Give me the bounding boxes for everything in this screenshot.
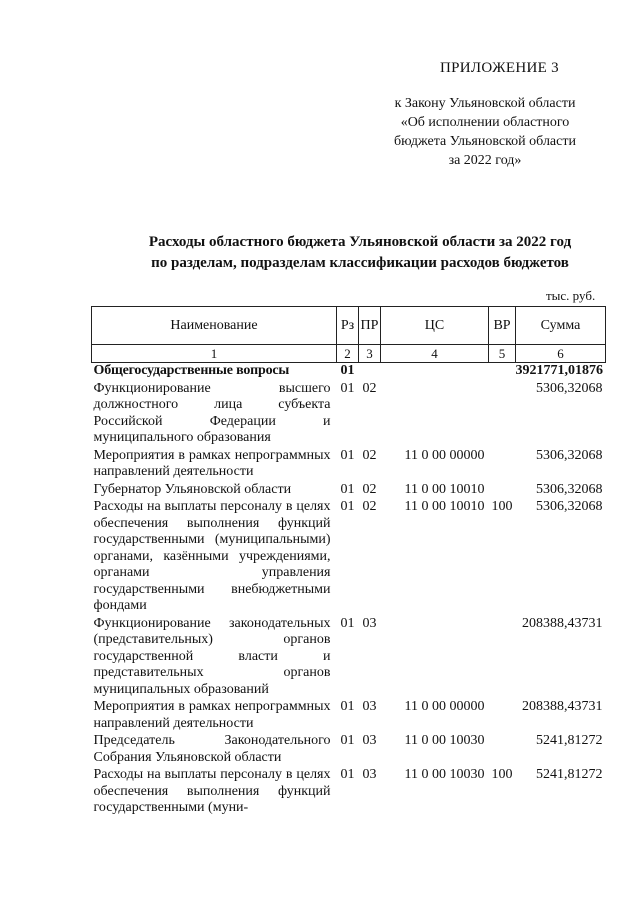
budget-table (91, 306, 606, 818)
row-cs (381, 381, 489, 448)
column-number: 4 (381, 345, 489, 363)
column-number: 6 (516, 345, 606, 363)
row-vr: 100 (491, 499, 513, 514)
row-rz: 01 (340, 447, 355, 463)
row-vr (489, 482, 516, 500)
row-pr (359, 363, 381, 381)
row-sum: 208388,43731 (522, 699, 603, 714)
row-sum: 5306,32068 (536, 447, 603, 463)
row-sum: 3921771,01876 (515, 363, 603, 378)
row-vr (489, 733, 516, 767)
column-header-cs: ЦС (381, 307, 489, 345)
column-header-vr: ВР (489, 307, 516, 345)
row-name: Мероприятия в рамках непрограммных направлений деятельности (93, 447, 331, 479)
row-name: Расходы на выплаты персоналу в целях обеспечения выполнения функций государственными (муни- (93, 767, 331, 815)
row-rz: 01 (340, 499, 355, 514)
row-vr (489, 381, 516, 448)
table-row (92, 733, 606, 767)
row-rz: 01 (340, 363, 355, 378)
row-pr: 02 (362, 380, 377, 396)
row-pr: 02 (362, 447, 377, 463)
row-rz: 01 (340, 380, 355, 396)
row-pr: 02 (362, 481, 377, 497)
row-name: Функционирование высшего должностного лица субъекта Российской Федерации и муниципального образования (93, 380, 331, 445)
row-rz: 01 (340, 733, 355, 748)
column-header-pr: ПР (359, 307, 381, 345)
row-rz: 01 (340, 615, 355, 631)
table-row (92, 482, 606, 500)
row-name: Губернатор Ульяновской области (93, 481, 292, 497)
column-header-sum: Сумма (516, 307, 606, 345)
column-number: 5 (489, 345, 516, 363)
column-number: 1 (92, 345, 337, 363)
row-sum: 5306,32068 (536, 481, 603, 497)
column-number: 2 (337, 345, 359, 363)
row-pr: 02 (362, 499, 377, 514)
row-cs: 11 0 00 00000 (404, 447, 485, 463)
row-name: Мероприятия в рамках непрограммных направлений деятельности (93, 699, 331, 731)
table-row (92, 363, 606, 381)
row-pr: 03 (362, 699, 377, 714)
row-sum: 5241,81272 (536, 767, 603, 782)
row-name: Расходы на выплаты персоналу в целях обеспечения выполнения функций государственными (муниципальными) органами, казёнными учреждениями, органами управления государственными внебюджетными фондами (93, 499, 331, 613)
law-reference (370, 94, 600, 170)
row-vr (489, 363, 516, 381)
row-rz: 01 (340, 481, 355, 497)
law-reference-line: к Закону Ульяновской области (394, 96, 576, 111)
document-title-line: по разделам, подразделам классификации расходов бюджетов (151, 255, 569, 271)
row-pr: 03 (362, 733, 377, 748)
law-reference-line: «Об исполнении областного (400, 115, 570, 130)
row-vr (489, 448, 516, 482)
table-row (92, 381, 606, 448)
row-cs (381, 363, 489, 381)
row-sum: 5241,81272 (536, 733, 603, 748)
row-cs: 11 0 00 10030 (404, 767, 485, 782)
column-header-rz: Рз (337, 307, 359, 345)
row-vr (489, 616, 516, 700)
row-cs: 11 0 00 00000 (404, 699, 485, 714)
row-sum: 5306,32068 (536, 380, 603, 396)
appendix-label: ПРИЛОЖЕНИЕ 3 (440, 60, 559, 76)
units-label: тыс. руб. (546, 288, 596, 303)
row-rz: 01 (340, 767, 355, 782)
document-title-line: Расходы областного бюджета Ульяновской области за 2022 год (148, 234, 572, 250)
table-row (92, 448, 606, 482)
row-cs: 11 0 00 10010 (404, 499, 485, 514)
row-name: Общегосударственные вопросы (93, 363, 290, 378)
table-header-row (92, 307, 606, 345)
table-row (92, 767, 606, 818)
row-pr: 03 (362, 767, 377, 782)
row-name: Председатель Законодательного Собрания Ульяновской области (93, 733, 331, 765)
row-name: Функционирование законодательных (представительных) органов государственной власти и представительных органов муниципальных образований (93, 615, 331, 697)
row-cs: 11 0 00 10010 (404, 481, 485, 497)
law-reference-line: за 2022 год» (448, 153, 522, 168)
column-number-row (92, 345, 606, 363)
column-header-name: Наименование (92, 307, 337, 345)
table-row (92, 499, 606, 616)
row-cs: 11 0 00 10030 (404, 733, 485, 748)
row-cs (381, 616, 489, 700)
row-rz: 01 (340, 699, 355, 714)
row-vr: 100 (491, 767, 513, 782)
row-sum: 208388,43731 (522, 615, 603, 631)
document-title (80, 232, 640, 274)
table-row (92, 699, 606, 733)
table-row (92, 616, 606, 700)
row-sum: 5306,32068 (536, 499, 603, 514)
column-number: 3 (359, 345, 381, 363)
law-reference-line: бюджета Ульяновской области (394, 134, 576, 149)
row-pr: 03 (362, 615, 377, 631)
row-vr (489, 699, 516, 733)
